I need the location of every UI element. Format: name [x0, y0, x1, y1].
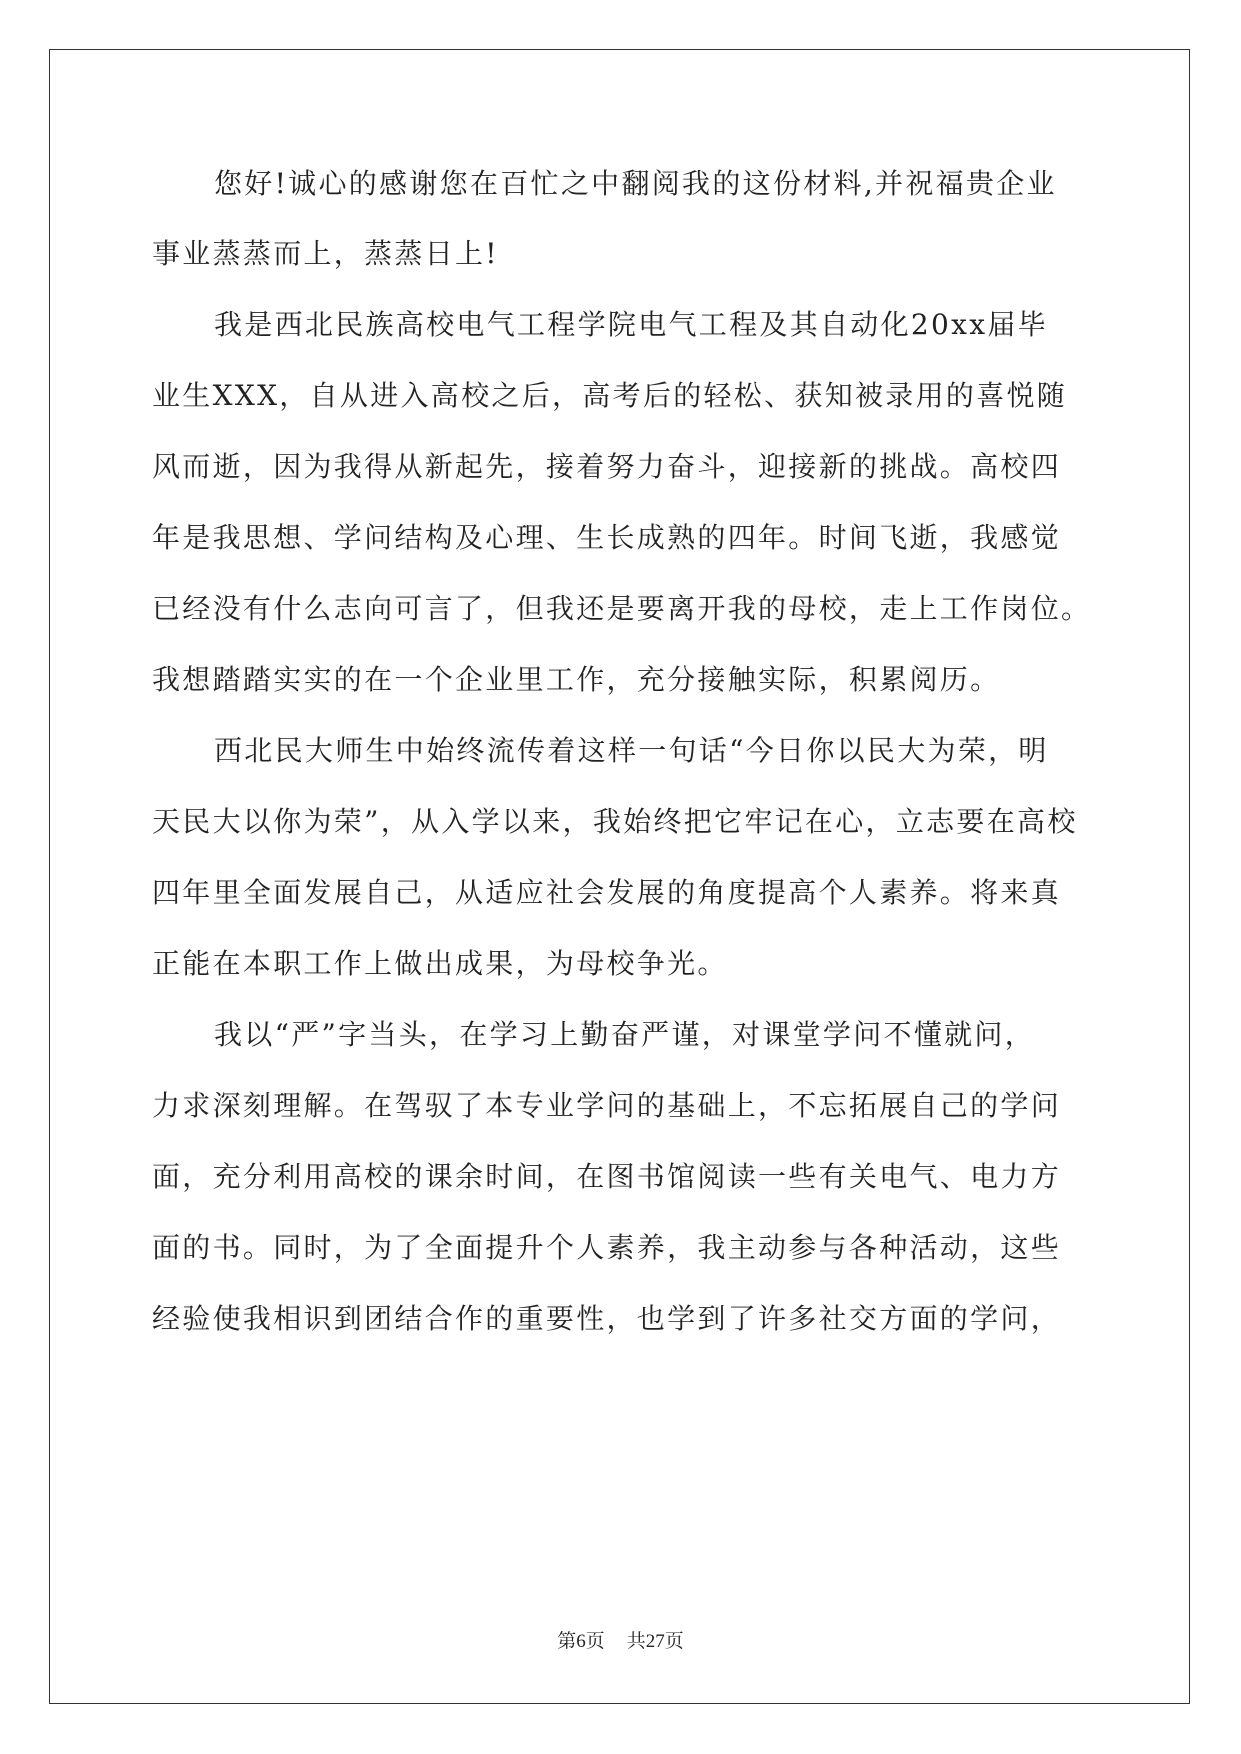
paragraph-3-line-1: 西北民大师生中始终流传着这样一句话“今日你以民大为荣，明	[214, 734, 1049, 767]
paragraph-2-line-3: 风而逝，因为我得从新起先，接着努力奋斗，迎接新的挑战。高校四	[152, 450, 1062, 483]
paragraph-4-line-1: 我以“严”字当头，在学习上勤奋严谨，对课堂学问不懂就问，	[214, 1018, 1036, 1051]
paragraph-2-line-6: 我想踏踏实实的在一个企业里工作，充分接触实际，积累阅历。	[152, 663, 1001, 696]
paragraph-1-line-2: 事业蒸蒸而上，蒸蒸日上!	[152, 237, 499, 270]
paragraph-4-line-5: 经验使我相识到团结合作的重要性，也学到了许多社交方面的学问，	[152, 1302, 1062, 1335]
paragraph-4-line-3: 面，充分利用高校的课余时间，在图书馆阅读一些有关电气、电力方	[152, 1160, 1062, 1193]
paragraph-4-line-4: 面的书。同时，为了全面提升个人素养，我主动参与各种活动，这些	[152, 1231, 1062, 1264]
paragraph-1-line-1: 您好!诚心的感谢您在百忙之中翻阅我的这份材料,并祝福贵企业	[214, 167, 1057, 200]
paragraph-2-line-1: 我是西北民族高校电气工程学院电气工程及其自动化20xx届毕	[214, 308, 1048, 341]
paragraph-2-line-4: 年是我思想、学问结构及心理、生长成熟的四年。时间飞逝，我感觉	[152, 521, 1062, 554]
paragraph-2-line-2: 业生XXX，自从进入高校之后，高考后的轻松、获知被录用的喜悦随	[152, 379, 1068, 412]
paragraph-3-line-4: 正能在本职工作上做出成果，为母校争光。	[152, 947, 728, 980]
page-footer	[0, 1626, 1241, 1653]
paragraph-3-line-3: 四年里全面发展自己，从适应社会发展的角度提高个人素养。将来真	[152, 876, 1062, 909]
paragraph-3-line-2: 天民大以你为荣”，从入学以来，我始终把它牢记在心，立志要在高校	[152, 805, 1078, 838]
page-total: 共27页	[626, 1631, 684, 1652]
paragraph-4-line-2: 力求深刻理解。在驾驭了本专业学问的基础上，不忘拓展自己的学问	[152, 1089, 1062, 1122]
paragraph-2-line-5: 已经没有什么志向可言了，但我还是要离开我的母校，走上工作岗位。	[152, 592, 1092, 625]
page-number: 第6页	[557, 1631, 605, 1652]
